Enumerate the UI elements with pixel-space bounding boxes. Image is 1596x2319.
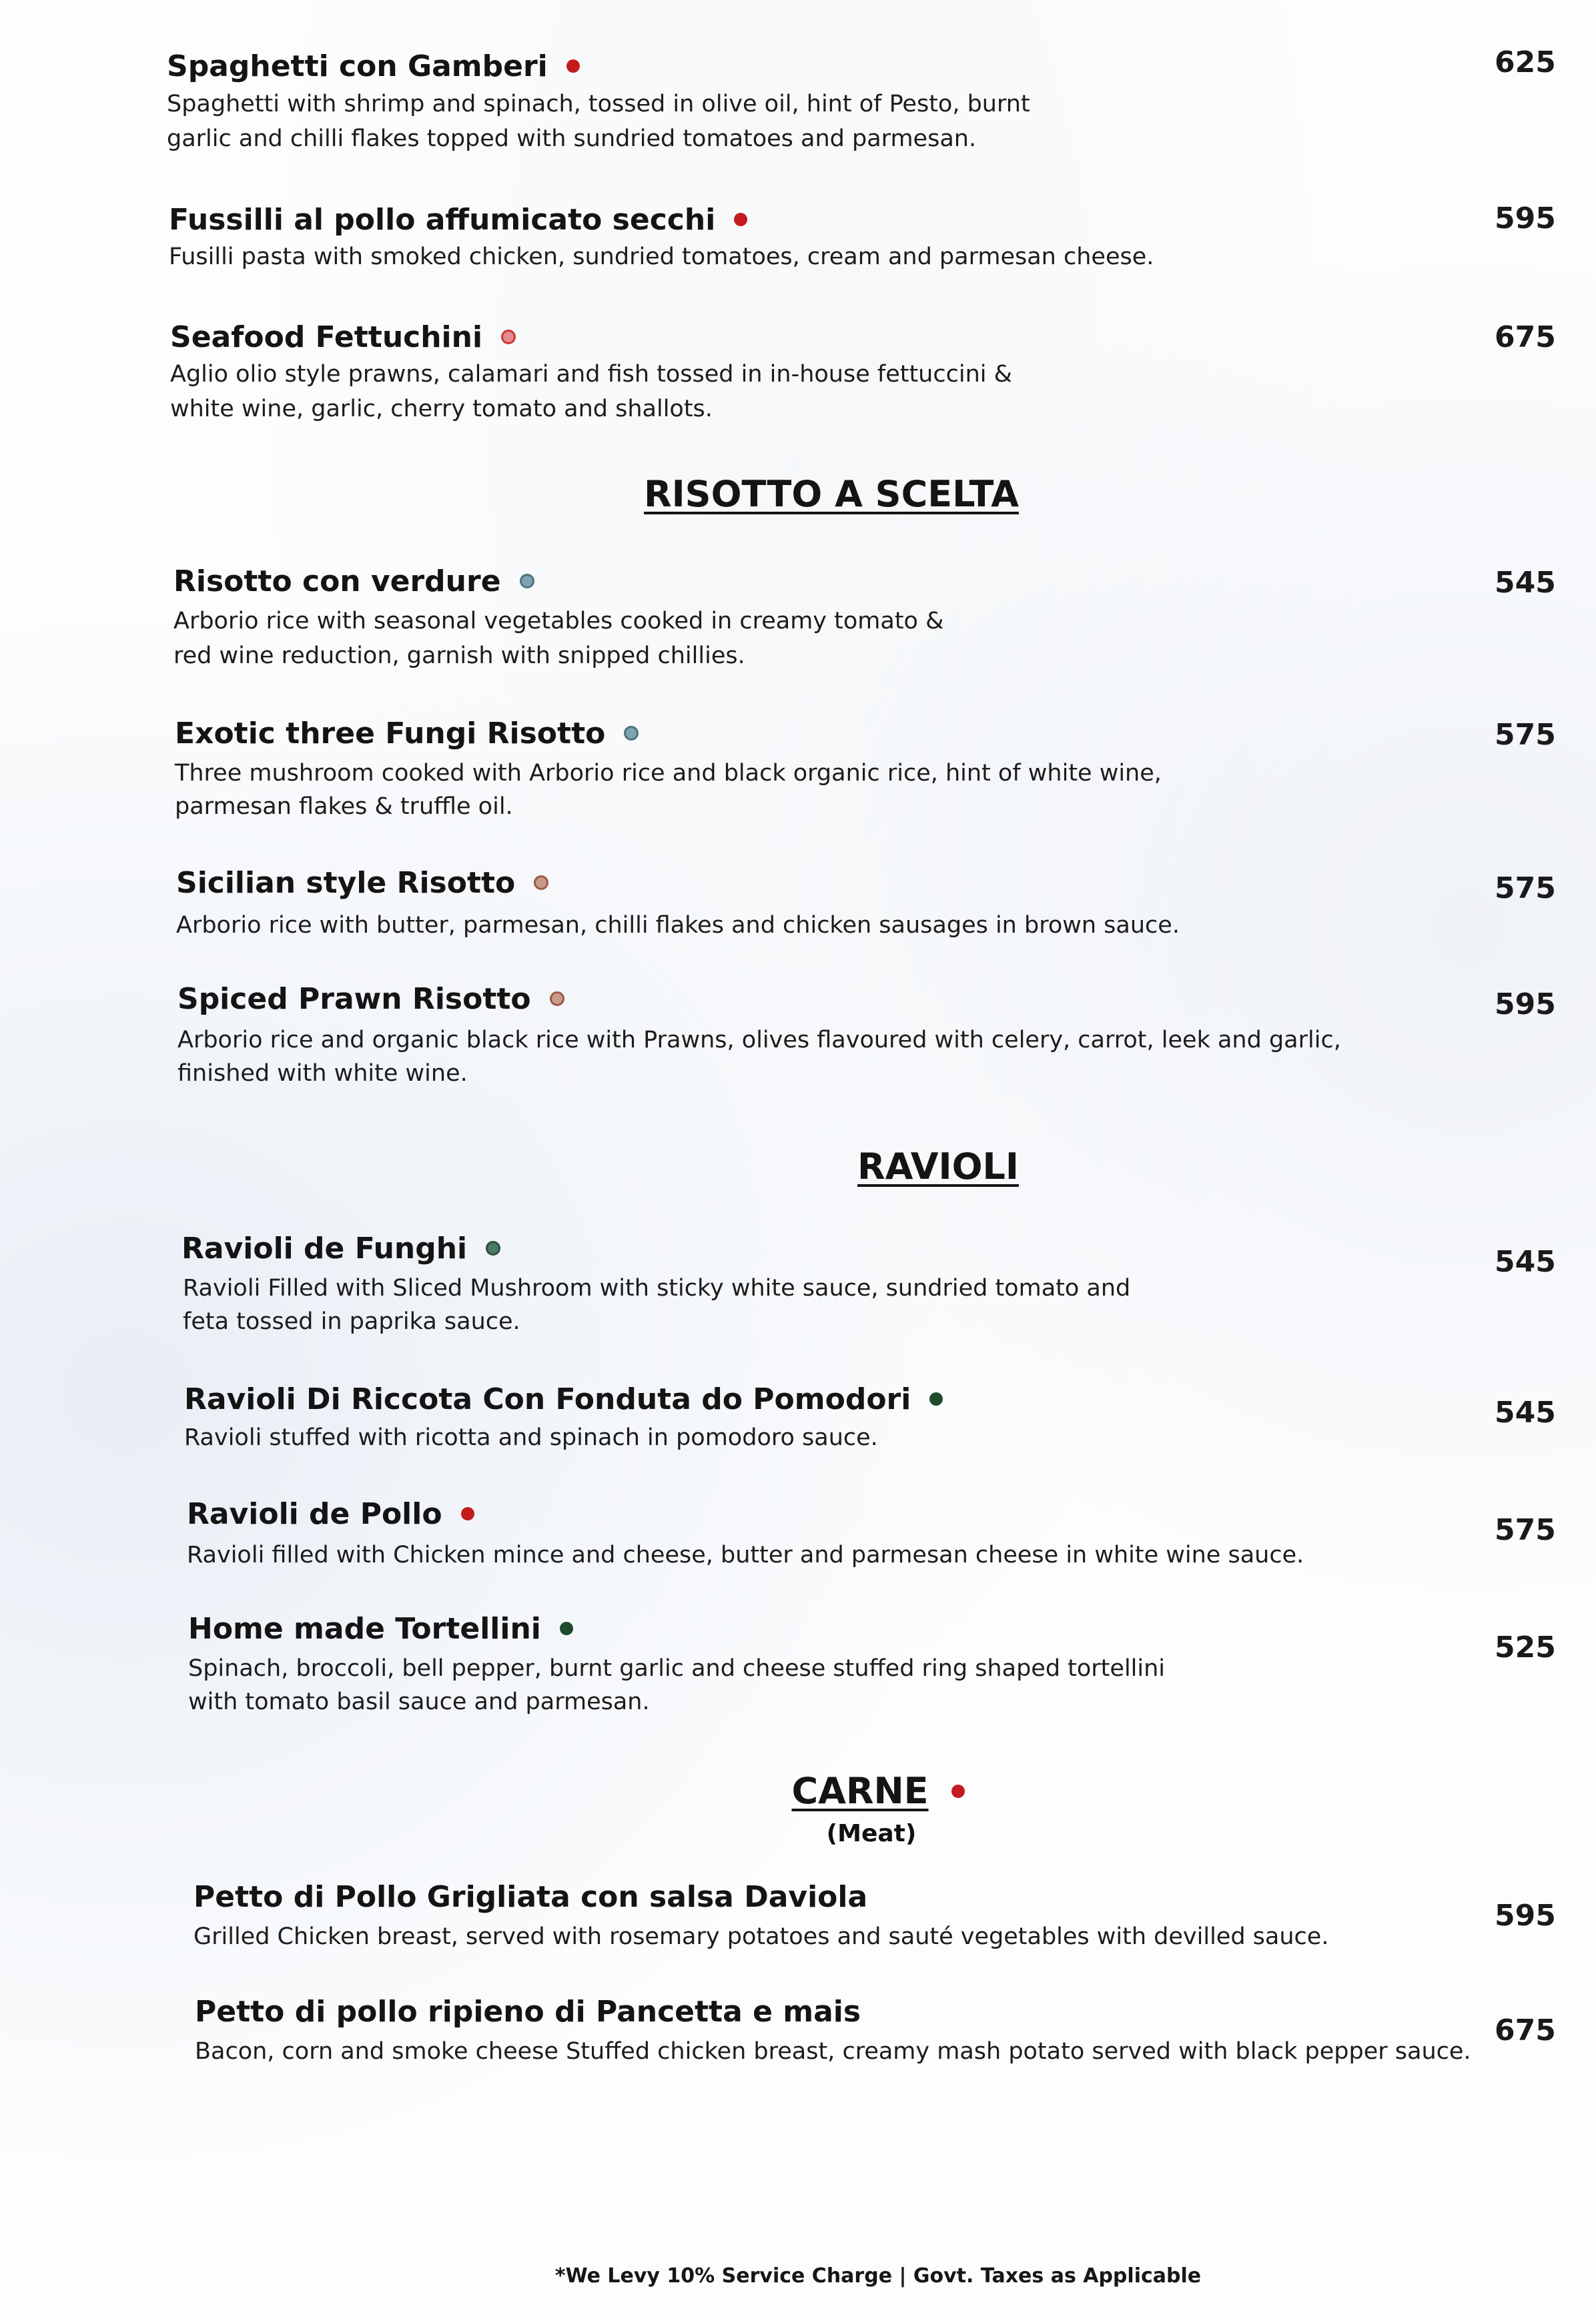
item-price: 675	[1495, 320, 1556, 354]
item-description-line-1: Grilled Chicken breast, served with rosemary potatoes and sauté vegetables with devilled sauce.	[193, 1923, 1329, 1950]
item-name: Petto di pollo ripieno di Pancetta e mais	[195, 1995, 861, 2029]
item-name: Spaghetti con Gamberi	[167, 49, 548, 83]
item-description-line-1: Ravioli Filled with Sliced Mushroom with sticky white sauce, sundried tomato and	[183, 1275, 1131, 1302]
item-description-line-1: Ravioli filled with Chicken mince and cheese, butter and parmesan cheese in white wine sauce.	[187, 1542, 1304, 1568]
item-description-line-1: Arborio rice with seasonal vegetables cooked in creamy tomato &	[173, 608, 944, 634]
item-price: 545	[1495, 1245, 1556, 1279]
item-price: 575	[1495, 1513, 1556, 1547]
item-description-line-1: Arborio rice and organic black rice with Prawns, olives flavoured with celery, carrot, leek and garlic,	[177, 1027, 1341, 1053]
item-description-line-1: Spinach, broccoli, bell pepper, burnt garlic and cheese stuffed ring shaped tortellini	[188, 1655, 1166, 1682]
item-description-line-2: parmesan flakes & truffle oil.	[175, 793, 513, 820]
item-name: Fussilli al pollo affumicato secchi	[169, 203, 716, 237]
item-description-line-2: with tomato basil sauce and parmesan.	[188, 1689, 650, 1715]
item-price: 675	[1495, 2013, 1556, 2047]
item-price: 545	[1495, 566, 1556, 600]
service-charge-footer: *We Levy 10% Service Charge | Govt. Taxes as Applicable	[554, 2264, 1202, 2288]
item-description-line-1: Ravioli stuffed with ricotta and spinach in pomodoro sauce.	[184, 1424, 878, 1451]
non-veg-dot-icon	[734, 213, 747, 226]
item-description-line-2: garlic and chilli flakes topped with sundried tomatoes and parmesan.	[167, 125, 977, 152]
veg-dot-icon	[929, 1392, 943, 1406]
item-description-line-2: red wine reduction, garnish with snipped chillies.	[173, 642, 745, 669]
item-price: 545	[1495, 1396, 1556, 1430]
section-heading-ravioli: RAVIOLI	[857, 1145, 1019, 1188]
non-veg-dot-icon	[501, 330, 516, 344]
non-veg-dot-icon	[534, 875, 548, 890]
item-name: Petto di Pollo Grigliata con salsa Daviola	[193, 1880, 868, 1914]
item-description-line-2: white wine, garlic, cherry tomato and shallots.	[170, 396, 713, 422]
item-description-line-1: Arborio rice with butter, parmesan, chilli flakes and chicken sausages in brown sauce.	[176, 912, 1180, 939]
non-veg-dot-icon	[461, 1507, 474, 1520]
item-description-line-1: Spaghetti with shrimp and spinach, tossed in olive oil, hint of Pesto, burnt	[167, 91, 1030, 117]
non-veg-dot-icon	[951, 1785, 965, 1798]
item-description-line-1: Fusilli pasta with smoked chicken, sundried tomatoes, cream and parmesan cheese.	[169, 244, 1154, 270]
item-description-line-1: Three mushroom cooked with Arborio rice and black organic rice, hint of white wine,	[175, 760, 1162, 787]
item-name: Risotto con verdure	[173, 564, 501, 598]
item-name: Home made Tortellini	[188, 1612, 541, 1646]
item-price: 625	[1495, 45, 1556, 79]
item-name: Sicilian style Risotto	[176, 866, 516, 900]
item-description-line-1: Bacon, corn and smoke cheese Stuffed chicken breast, creamy mash potato served with black pepper sauce.	[195, 2038, 1471, 2065]
veg-dot-icon	[624, 726, 639, 741]
item-description-line-2: feta tossed in paprika sauce.	[183, 1308, 520, 1335]
veg-dot-icon	[560, 1622, 573, 1635]
non-veg-dot-icon	[550, 991, 564, 1006]
item-name: Exotic three Fungi Risotto	[175, 717, 606, 751]
section-subheading-meat: (Meat)	[826, 1820, 917, 1847]
item-price: 595	[1495, 987, 1556, 1021]
item-description-line-1: Aglio olio style prawns, calamari and fish tossed in in-house fettuccini &	[170, 361, 1012, 388]
item-price: 595	[1495, 1899, 1556, 1933]
non-veg-dot-icon	[566, 59, 580, 73]
item-name: Ravioli Di Riccota Con Fonduta do Pomodori	[184, 1382, 911, 1416]
item-price: 575	[1495, 871, 1556, 905]
veg-dot-icon	[520, 574, 534, 588]
veg-dot-icon	[486, 1241, 500, 1256]
item-name: Seafood Fettuchini	[170, 320, 483, 354]
item-name: Ravioli de Funghi	[181, 1232, 468, 1266]
item-name: Spiced Prawn Risotto	[177, 982, 531, 1016]
item-name: Ravioli de Pollo	[187, 1497, 442, 1531]
item-price: 525	[1495, 1631, 1556, 1665]
section-heading-risotto: RISOTTO A SCELTA	[644, 473, 1019, 515]
item-description-line-2: finished with white wine.	[177, 1060, 468, 1087]
section-heading-carne: CARNE	[0, 1769, 1596, 1813]
item-price: 595	[1495, 201, 1556, 236]
item-price: 575	[1495, 718, 1556, 752]
